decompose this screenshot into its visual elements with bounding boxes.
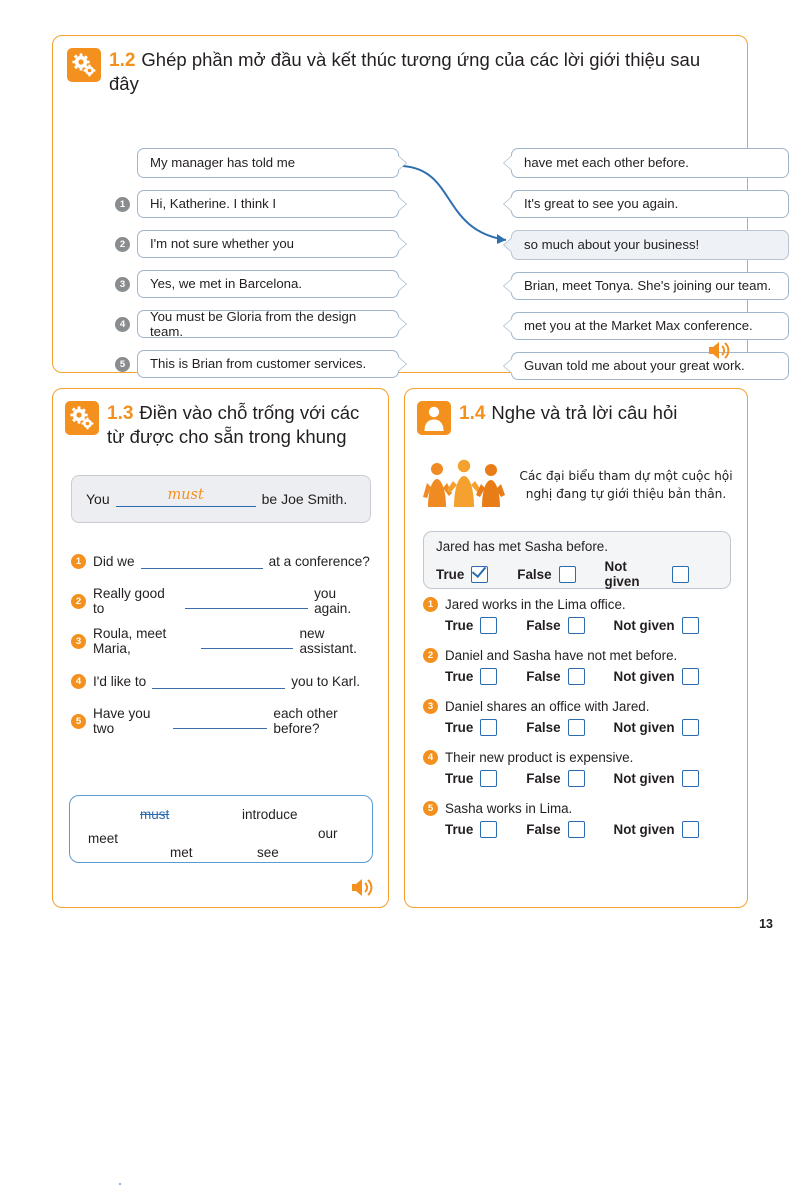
question-after: at a conference? <box>268 553 370 569</box>
checkbox-not-given[interactable] <box>682 668 699 685</box>
phrase-text: My manager has told me <box>150 155 296 170</box>
option-label: False <box>526 720 561 735</box>
option-label: False <box>517 566 552 582</box>
list-item <box>423 699 735 736</box>
phrase-text: You must be Gloria from the design team. <box>150 308 357 339</box>
example-true-false <box>423 531 731 589</box>
person-icon <box>417 401 451 435</box>
option-false[interactable] <box>526 719 591 736</box>
answer-blank[interactable] <box>201 633 293 649</box>
option-label: True <box>436 566 465 582</box>
answer-blank[interactable] <box>141 553 263 569</box>
gear-icon <box>67 48 101 82</box>
option-true[interactable] <box>445 668 504 685</box>
list-item <box>423 801 735 838</box>
list-item[interactable] <box>71 661 376 701</box>
example-answer: must <box>167 487 204 503</box>
word-bank-item-must[interactable]: must <box>140 807 170 822</box>
item-number: 2 <box>71 594 86 609</box>
checkbox-not-given[interactable] <box>682 719 699 736</box>
list-item[interactable] <box>71 621 376 661</box>
option-not-given[interactable] <box>614 668 706 685</box>
option-false[interactable] <box>526 821 591 838</box>
phrase-text: so much about your business! <box>524 237 700 252</box>
option-not-given[interactable] <box>614 821 706 838</box>
example-after: be Joe Smith. <box>261 491 348 507</box>
option-label: False <box>526 822 561 837</box>
option-not-given[interactable] <box>614 617 706 634</box>
true-false-questions <box>423 597 735 838</box>
option-true[interactable] <box>445 719 504 736</box>
checkbox-true[interactable] <box>480 821 497 838</box>
phrase-start-3[interactable] <box>137 270 399 298</box>
exercise-number: 1.3 <box>107 403 134 424</box>
item-number: 5 <box>71 714 86 729</box>
option-label: False <box>526 669 561 684</box>
item-number: 3 <box>115 277 130 292</box>
item-number: 5 <box>423 801 438 816</box>
question-before: Have you two <box>93 706 151 736</box>
phrase-end-5[interactable] <box>511 352 789 380</box>
list-item <box>423 597 735 634</box>
option-label: Not given <box>613 822 675 837</box>
question-statement: Jared works in the Lima office. <box>445 597 626 612</box>
item-number: 4 <box>115 317 130 332</box>
option-label: Not given <box>613 720 675 735</box>
list-item[interactable] <box>71 701 376 741</box>
option-label: Not given <box>613 618 675 633</box>
option-not-given[interactable] <box>605 559 696 589</box>
option-label: True <box>445 771 474 786</box>
item-number: 4 <box>71 674 86 689</box>
checkbox-not-given[interactable] <box>682 617 699 634</box>
checkbox-false[interactable] <box>559 566 576 583</box>
phrase-text: It's great to see you again. <box>524 196 679 211</box>
phrase-text: Guvan told me about your great work. <box>524 358 745 373</box>
question-after: each other before? <box>273 706 338 736</box>
match-connector-line <box>401 148 516 253</box>
phrase-text: Hi, Katherine. I think I <box>150 196 277 211</box>
item-number: 1 <box>71 554 86 569</box>
example-sentence <box>71 475 371 523</box>
exercise-title: Nghe và trả lời câu hỏi <box>491 402 678 423</box>
question-statement: Their new product is expensive. <box>445 750 634 765</box>
exercise-instruction: Các đại biểu tham dự một cuộc hội nghị đang tự giới thiệu bản thân. <box>519 468 733 501</box>
option-label: Not given <box>604 559 640 589</box>
exercise-title: Điền vào chỗ trống với các từ được cho sẵn trong khung <box>107 402 360 448</box>
phrase-text: This is Brian from customer services. <box>150 356 367 371</box>
list-item <box>423 648 735 685</box>
checkbox-not-given[interactable] <box>682 821 699 838</box>
item-number: 5 <box>115 357 130 372</box>
checkbox-false[interactable] <box>568 668 585 685</box>
question-after: new assistant. <box>299 626 357 656</box>
answer-blank[interactable] <box>152 673 285 689</box>
item-number: 2 <box>423 648 438 663</box>
option-false[interactable] <box>517 566 582 583</box>
phrase-end-2[interactable] <box>511 230 789 260</box>
answer-blank[interactable] <box>173 713 267 729</box>
page-number: 13 <box>759 917 773 931</box>
phrase-text: I'm not sure whether you <box>150 236 294 251</box>
phrase-start-2[interactable] <box>137 230 399 258</box>
checkbox-not-given[interactable] <box>672 566 689 583</box>
word-bank-item-introduce[interactable]: introduce <box>242 807 298 822</box>
question-statement: Sasha works in Lima. <box>445 801 573 816</box>
phrase-end-3[interactable] <box>511 272 789 300</box>
checkbox-false[interactable] <box>568 770 585 787</box>
question-before: Roula, meet Maria, <box>93 626 167 656</box>
delegates-illustration <box>423 457 505 514</box>
question-after: you to Karl. <box>291 673 360 689</box>
example-blank <box>116 487 256 507</box>
phrase-start-5[interactable] <box>137 350 399 378</box>
phrase-end-1[interactable] <box>511 190 789 218</box>
checkbox-false[interactable] <box>568 821 585 838</box>
checkbox-true[interactable] <box>471 566 488 583</box>
option-label: False <box>526 618 561 633</box>
question-before: I'd like to <box>93 673 147 689</box>
question-after: you again. <box>314 586 352 616</box>
word-bank-item-see[interactable]: see <box>257 845 279 860</box>
checkbox-not-given[interactable] <box>682 770 699 787</box>
option-true[interactable] <box>445 770 504 787</box>
exercise-1-2 <box>52 35 772 373</box>
phrase-text: met you at the Market Max conference. <box>524 318 753 333</box>
question-statement: Daniel shares an office with Jared. <box>445 699 650 714</box>
option-label: True <box>445 669 474 684</box>
example-before: You <box>86 491 110 507</box>
phrase-start-4[interactable] <box>137 310 399 338</box>
item-number: 2 <box>115 237 130 252</box>
exercise-1-3 <box>52 388 389 908</box>
word-bank-item-our[interactable]: our <box>318 826 338 841</box>
question-before: Really good to <box>93 586 165 616</box>
right-phrase-column <box>511 148 793 392</box>
checkbox-true[interactable] <box>480 668 497 685</box>
option-label: False <box>526 771 561 786</box>
phrase-end-4[interactable] <box>511 312 789 340</box>
option-false[interactable] <box>526 770 591 787</box>
option-label: True <box>445 720 474 735</box>
phrase-end-0[interactable] <box>511 148 789 178</box>
checkbox-true[interactable] <box>480 719 497 736</box>
option-label: True <box>445 822 474 837</box>
phrase-text: Yes, we met in Barcelona. <box>150 276 302 291</box>
question-before: Did we <box>93 553 135 569</box>
example-statement: Jared has met Sasha before. <box>436 539 608 554</box>
option-false[interactable] <box>526 617 591 634</box>
phrase-text: Brian, meet Tonya. She's joining our team. <box>524 278 772 293</box>
question-statement: Daniel and Sasha have not met before. <box>445 648 678 663</box>
checkbox-false[interactable] <box>568 719 585 736</box>
exercise-number: 1.4 <box>459 403 486 424</box>
fill-blank-questions <box>71 541 376 741</box>
phrase-start-1[interactable] <box>137 190 399 218</box>
option-label: Not given <box>613 771 675 786</box>
item-number: 1 <box>423 597 438 612</box>
checkbox-true[interactable] <box>480 770 497 787</box>
option-true[interactable] <box>445 821 504 838</box>
word-bank-box <box>69 795 373 863</box>
item-number: 1 <box>115 197 130 212</box>
option-true[interactable] <box>445 617 504 634</box>
option-not-given[interactable] <box>614 719 706 736</box>
word-bank-item-meet[interactable]: meet <box>88 831 119 846</box>
item-number: 4 <box>423 750 438 765</box>
exercise-title: Ghép phần mở đầu và kết thúc tương ứng của các lời giới thiệu sau đây <box>109 49 701 95</box>
list-item[interactable] <box>71 581 376 621</box>
option-true[interactable] <box>436 566 495 583</box>
gear-icon <box>65 401 99 435</box>
phrase-start-0[interactable] <box>137 148 399 178</box>
phrase-text: have met each other before. <box>524 155 689 170</box>
list-item[interactable] <box>71 541 376 581</box>
option-label: Not given <box>613 669 675 684</box>
option-label: True <box>445 618 474 633</box>
checkbox-true[interactable] <box>480 617 497 634</box>
option-not-given[interactable] <box>614 770 706 787</box>
exercise-number: 1.2 <box>109 50 136 71</box>
word-bank-item-met[interactable]: met <box>170 845 193 860</box>
checkbox-false[interactable] <box>568 617 585 634</box>
item-number: 3 <box>423 699 438 714</box>
option-false[interactable] <box>526 668 591 685</box>
answer-blank[interactable] <box>185 593 308 609</box>
speaker-icon[interactable] <box>707 340 729 360</box>
list-item <box>423 750 735 787</box>
left-phrase-column <box>115 148 405 390</box>
speaker-icon[interactable] <box>350 877 372 897</box>
exercise-1-4 <box>404 388 748 908</box>
item-number: 3 <box>71 634 86 649</box>
